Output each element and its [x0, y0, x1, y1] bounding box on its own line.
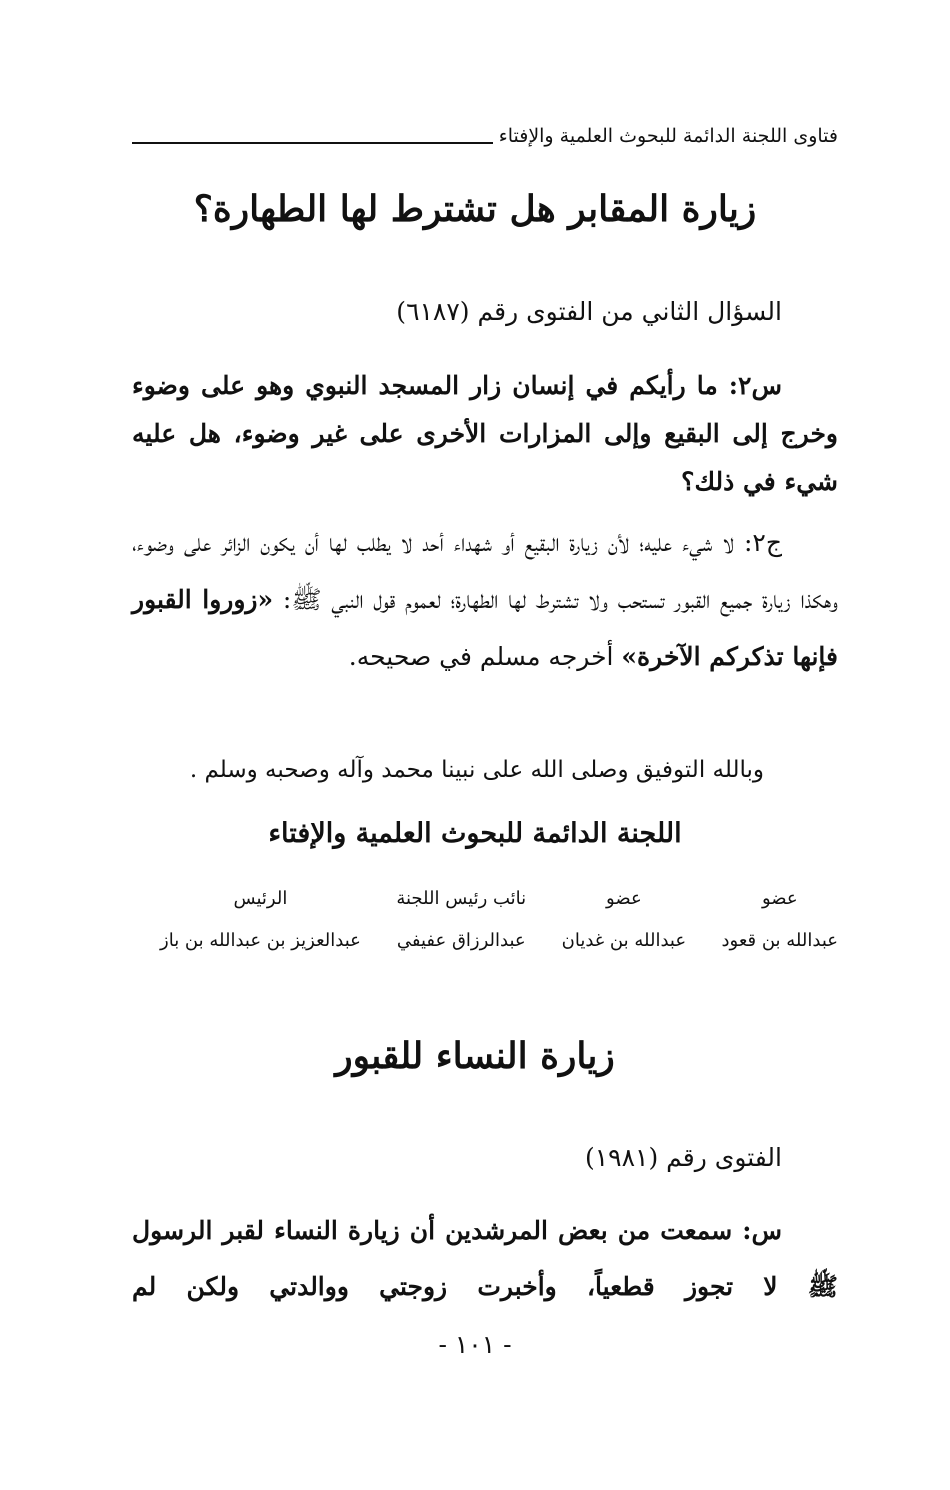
signatory-name: عبدالله بن غديان [561, 930, 687, 951]
signatory-name: عبدالرزاق عفيفي [396, 930, 526, 951]
signatory-role: نائب رئيس اللجنة [396, 888, 527, 909]
hadith-source: أخرجه مسلم في صحيحه. [348, 642, 622, 671]
fatwa-label-6187: السؤال الثاني من الفتوى رقم (٦١٨٧) [396, 297, 782, 326]
signatory-role: عضو [606, 888, 642, 909]
hadith-quote: «زوروا القبور فإنها تذكركم الآخرة» [132, 585, 838, 671]
question-paragraph-2: س: سمعت من بعض المرشدين أن زيارة النساء لقبر الرسول ﷺ لا تجوز قطعياً، وأخبرت زوجتي ووالدتي ولكن لم [132, 1216, 838, 1301]
signatory [160, 886, 361, 954]
committee-name: اللجنة الدائمة للبحوث العلمية والإفتاء [268, 818, 682, 849]
question-paragraph-1: س٢: ما رأيكم في إنسان زار المسجد النبوي وهو على وضوء وخرج إلى البقيع وإلى المزارات الأخرى على غير وضوء، هل عليه شيء في ذلك؟ [132, 371, 838, 496]
signatory-name: عبدالله بن قعود [721, 930, 838, 951]
section-title-women-visiting-graves: زيارة النساء للقبور [335, 1035, 615, 1077]
section-title-graves-purity: زيارة المقابر هل تشترط لها الطهارة؟ [193, 188, 757, 230]
signatory [722, 886, 838, 954]
signatory-name: عبدالعزيز بن عبدالله بن باز [160, 930, 361, 951]
answer-text: ج٢: لا شيء عليه؛ لأن زيارة البقيع أو شهداء أحد لا يطلب لها أن يكون الزائر على وضوء، وهكذا زيارة جميع القبور تستحب ولا تشترط لها الطهارة؛ لعموم قول النبي ﷺ: [132, 528, 838, 614]
page-number: - ١٠١ - [438, 1330, 512, 1359]
closing-prayer: وبالله التوفيق وصلى الله على نبينا محمد وآله وصحبه وسلم . [189, 757, 764, 783]
running-head-title: فتاوى اللجنة الدائمة للبحوث العلمية والإفتاء [498, 125, 838, 147]
signatory-role: الرئيس [233, 888, 288, 909]
running-head-rule [132, 142, 493, 144]
answer-paragraph-1 [132, 514, 838, 685]
signatory-role: عضو [761, 888, 798, 909]
signatory [396, 886, 526, 954]
signatory [562, 886, 686, 954]
fatwa-label-1981: الفتوى رقم (١٩٨١) [584, 1143, 782, 1172]
running-head [132, 112, 838, 152]
signatures-block [160, 886, 838, 954]
